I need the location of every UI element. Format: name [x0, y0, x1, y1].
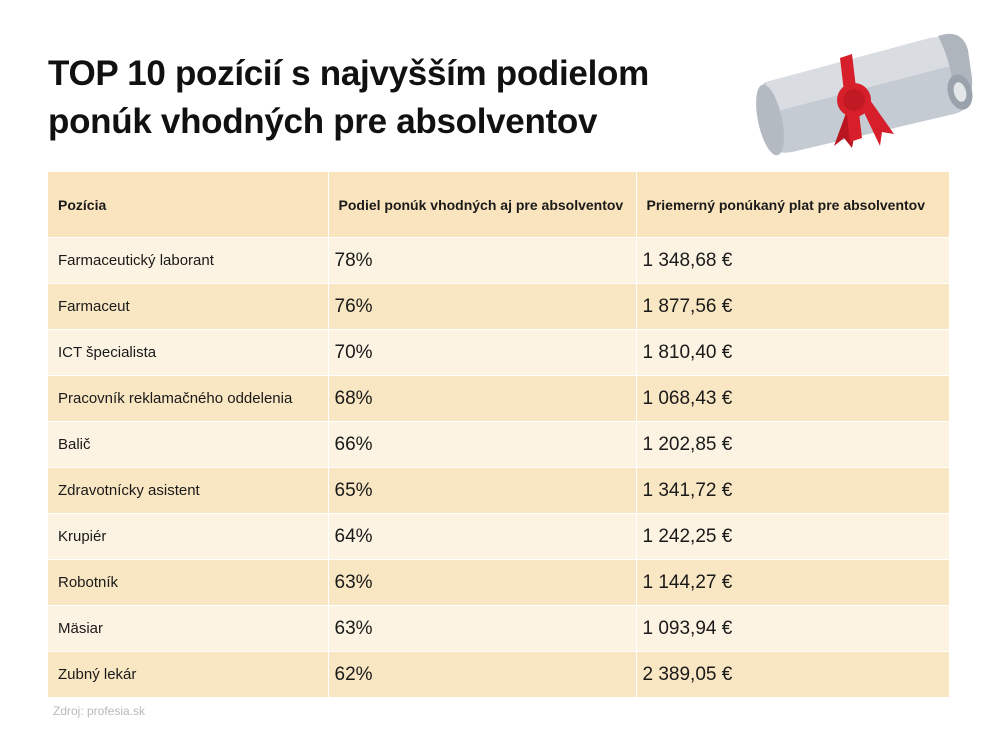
column-header-position: Pozícia: [48, 172, 328, 238]
position-cell: Zubný lekár: [48, 652, 328, 698]
position-cell: Farmaceut: [48, 284, 328, 330]
source-note: Zdroj: profesia.sk: [53, 704, 146, 718]
share-cell: 76%: [328, 284, 636, 330]
share-cell: 62%: [328, 652, 636, 698]
salary-cell: 1 348,68 €: [636, 238, 949, 284]
positions-table: [48, 172, 949, 697]
position-cell: Robotník: [48, 560, 328, 606]
table-row: [48, 422, 949, 468]
salary-cell: 1 341,72 €: [636, 468, 949, 514]
share-cell: 64%: [328, 514, 636, 560]
salary-cell: 2 389,05 €: [636, 652, 949, 698]
salary-cell: 1 810,40 €: [636, 330, 949, 376]
table-row: [48, 238, 949, 284]
column-header-salary: Priemerný ponúkaný plat pre absolventov: [636, 172, 949, 238]
diploma-scroll-icon: [752, 20, 974, 160]
table-row: [48, 560, 949, 606]
table-row: [48, 606, 949, 652]
page-title: [48, 50, 768, 146]
salary-cell: 1 144,27 €: [636, 560, 949, 606]
share-cell: 66%: [328, 422, 636, 468]
position-cell: Pracovník reklamačného oddelenia: [48, 376, 328, 422]
position-cell: Balič: [48, 422, 328, 468]
table-row: [48, 514, 949, 560]
share-cell: 68%: [328, 376, 636, 422]
position-cell: Krupiér: [48, 514, 328, 560]
salary-cell: 1 242,25 €: [636, 514, 949, 560]
table-row: [48, 284, 949, 330]
table-row: [48, 652, 949, 698]
table-row: [48, 376, 949, 422]
share-cell: 65%: [328, 468, 636, 514]
title-line-2: ponúk vhodných pre absolventov: [48, 102, 598, 141]
position-cell: Mäsiar: [48, 606, 328, 652]
salary-cell: 1 093,94 €: [636, 606, 949, 652]
table-row: [48, 468, 949, 514]
share-cell: 70%: [328, 330, 636, 376]
salary-cell: 1 068,43 €: [636, 376, 949, 422]
share-cell: 78%: [328, 238, 636, 284]
position-cell: Farmaceutický laborant: [48, 238, 328, 284]
column-header-share: Podiel ponúk vhodných aj pre absolventov: [328, 172, 636, 238]
table-header-row: [48, 172, 949, 238]
salary-cell: 1 877,56 €: [636, 284, 949, 330]
title-line-1: TOP 10 pozícií s najvyšším podielom: [48, 54, 649, 93]
position-cell: Zdravotnícky asistent: [48, 468, 328, 514]
position-cell: ICT špecialista: [48, 330, 328, 376]
salary-cell: 1 202,85 €: [636, 422, 949, 468]
share-cell: 63%: [328, 560, 636, 606]
table-row: [48, 330, 949, 376]
share-cell: 63%: [328, 606, 636, 652]
